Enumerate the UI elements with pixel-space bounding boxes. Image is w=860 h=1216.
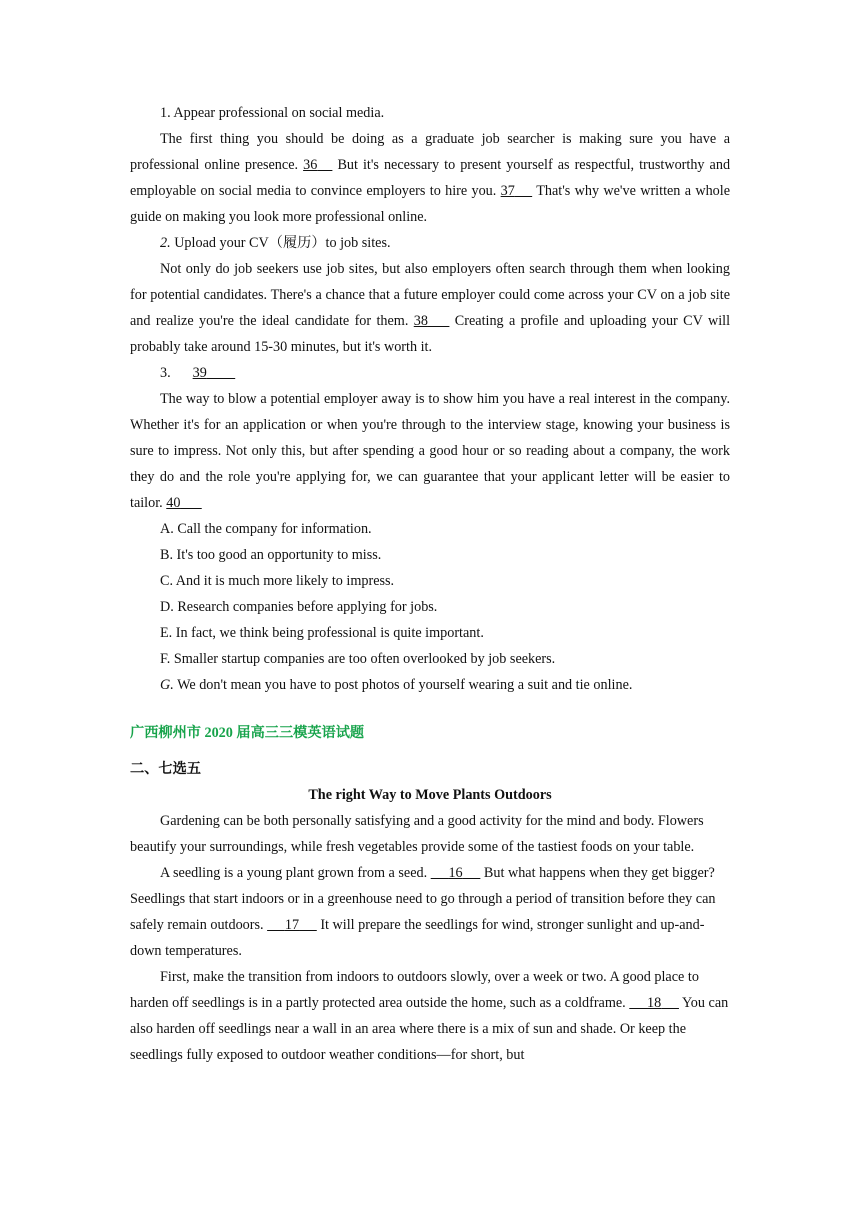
heading-2-number: 2. xyxy=(160,235,171,251)
document-body xyxy=(130,100,730,1068)
exam-source-heading: 广西柳州市 2020 届高三三模英语试题 xyxy=(130,725,365,741)
option-d: D. Research companies before applying for jobs. xyxy=(160,599,438,615)
option-b: B. It's too good an opportunity to miss. xyxy=(160,547,382,563)
section-heading-3 xyxy=(130,360,730,386)
paragraph-3 xyxy=(130,386,730,516)
passage-paragraph-2-text-c: It will prepare the seedlings for wind, stronger sunlight and up-and-down temperatures. xyxy=(130,917,705,959)
part-heading: 二、七选五 xyxy=(130,761,201,777)
paragraph-2 xyxy=(130,256,730,360)
passage-paragraph-1: Gardening can be both personally satisfying and a good activity for the mind and body. Flowers beautify your surroundings, while fresh vegetables provide some of the tastiest foods on your table. xyxy=(130,813,704,855)
option-g xyxy=(130,672,730,698)
blank-17: 17 xyxy=(284,917,300,933)
passage-paragraph-3-text-b: You can also harden off seedlings near a wall in an area where there is a mix of sun and shade. Or keep the seedlings fully exposed to outdoor weather conditions—for short, but xyxy=(130,995,729,1063)
blank-37: 37 xyxy=(500,183,515,199)
passage-paragraph-2 xyxy=(130,860,730,964)
blank-39: 39 xyxy=(192,365,207,381)
passage-paragraph-2-text-b: But what happens when they get bigger? Seedlings that start indoors or in a greenhouse need to go through a period of transition before they can safely remain outdoors. xyxy=(130,865,716,933)
passage-paragraph-2-text-a: A seedling is a young plant grown from a seed. xyxy=(160,865,428,881)
blank-18: 18 xyxy=(647,995,662,1011)
blank-40: 40 xyxy=(166,495,181,511)
paragraph-1 xyxy=(130,126,730,230)
option-g-text: We don't mean you have to post photos of yourself wearing a suit and tie online. xyxy=(177,677,633,693)
section-heading-2 xyxy=(130,230,730,256)
option-f: F. Smaller startup companies are too often overlooked by job seekers. xyxy=(160,651,556,667)
option-g-letter: G. xyxy=(160,677,174,693)
paragraph-1-text-c: That's why we've written a whole guide on making you look more professional online. xyxy=(130,183,731,225)
blank-36: 36 xyxy=(303,157,318,173)
paragraph-1-text-b: But it's necessary to present yourself as respectful, trustworthy and employable on social media to convince employers to hire you. xyxy=(130,157,731,199)
option-e: E. In fact, we think being professional is quite important. xyxy=(160,625,484,641)
passage-paragraph-3 xyxy=(130,964,730,1068)
option-c: C. And it is much more likely to impress. xyxy=(160,573,395,589)
passage-title: The right Way to Move Plants Outdoors xyxy=(308,787,552,803)
section-heading-1: 1. Appear professional on social media. xyxy=(160,105,385,121)
heading-2-text: Upload your CV（履历）to job sites. xyxy=(174,235,391,251)
paragraph-2-text-b: Creating a profile and uploading your CV will probably take around 15-30 minutes, but it's worth it. xyxy=(130,313,731,355)
heading-3-number: 3. xyxy=(160,365,171,381)
paragraph-1-text-a: The first thing you should be doing as a graduate job searcher is making sure you have a professional online presence. xyxy=(130,131,730,173)
blank-16: 16 xyxy=(448,865,463,881)
paragraph-3-text: The way to blow a potential employer away is to show him you have a real interest in the company. Whether it's for an application or when you're through to the interview stage, knowing your business is sure to impress. Not only this, but after spending a good hour or so reading about a company, the work they do and the role you're applying for, we can guarantee that your applicant letter will be easier to tailor. xyxy=(130,391,730,511)
passage-paragraph-3-text-a: First, make the transition from indoors to outdoors slowly, over a week or two. A good place to harden off seedlings is in a partly protected area outside the home, such as a coldframe. xyxy=(130,969,699,1011)
paragraph-2-text-a: Not only do job seekers use job sites, but also employers often search through them when looking for potential candidates. There's a chance that a future employer could come across your CV on a job site and realize you're the ideal candidate for them. xyxy=(130,261,730,329)
option-a: A. Call the company for information. xyxy=(160,521,372,537)
blank-38: 38 xyxy=(413,313,428,329)
